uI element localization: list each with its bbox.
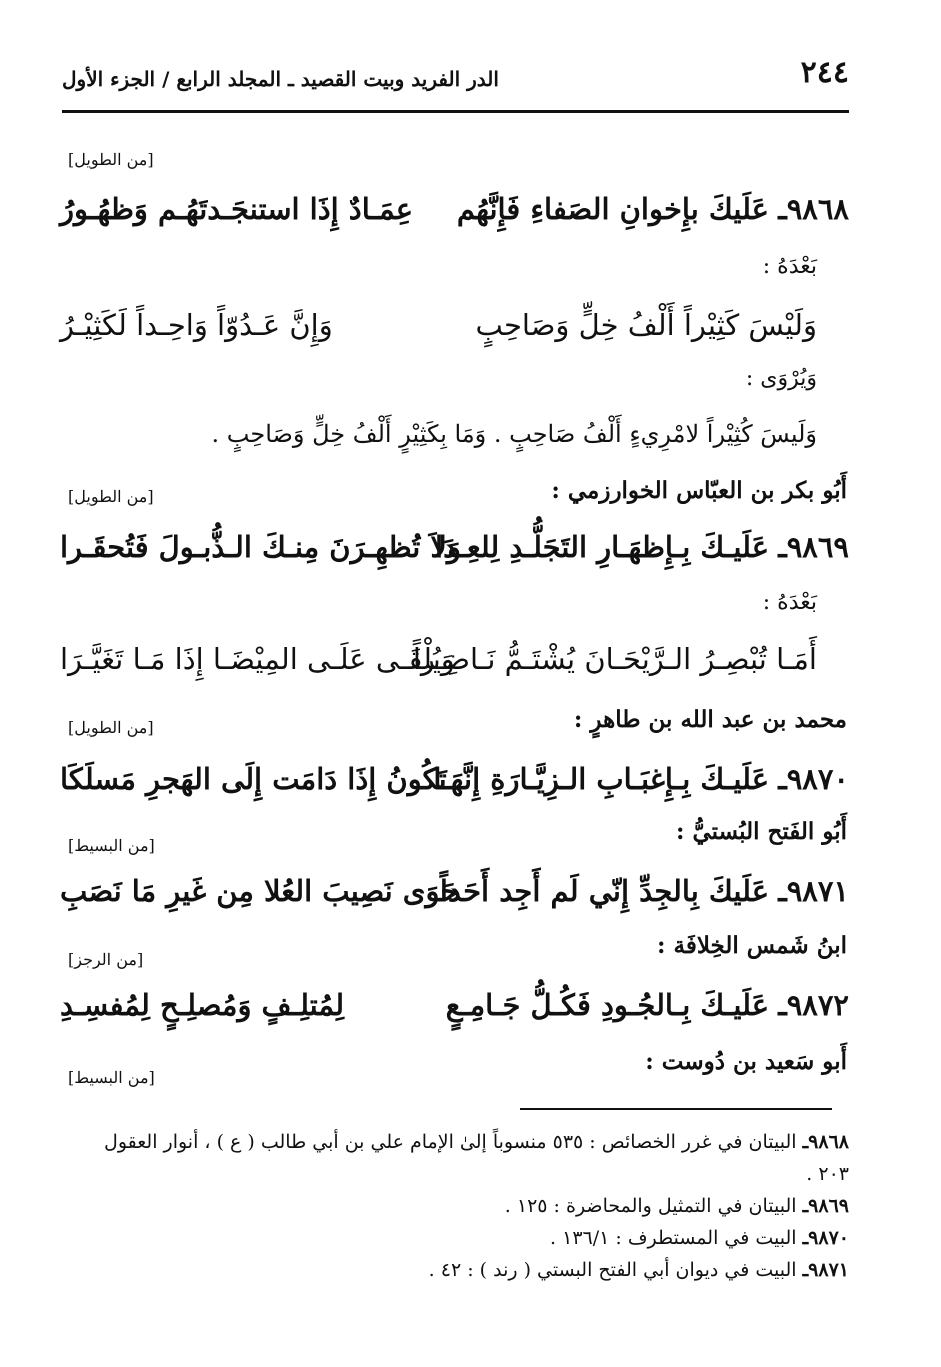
first-hemistich: عَلَيـكَ بِـإِغبَـابِ الـزِيَّـارَةِ إِنَّهَـا [433, 762, 769, 796]
after-label: بَعْدَهُ : [762, 254, 817, 279]
header-rule [62, 110, 849, 113]
first-hemistich: أَمَـا تُبْصِـرُ الـرَّيْحَـانَ يُشْتَـمُّ نَـاضِـراً [412, 642, 817, 676]
poet-name: محمد بن عبد الله بن طاهرٍ : [573, 706, 847, 733]
poet-name: أَبُو الفَتح البُستيُّ : [676, 818, 847, 845]
variant-label: وَيُرْوَى : [745, 366, 817, 391]
meter-label: [من الطويل] [68, 150, 154, 169]
verse-after-9868 [60, 308, 849, 358]
verse-number: ٩٨٧١ـ [778, 874, 849, 908]
first-hemistich: عَلَيكَ بِالجِدِّ إِنّي لَم أَجِد أَحَداً [439, 874, 769, 908]
verse-9869 [60, 530, 849, 580]
footnote [84, 1222, 849, 1254]
verse-number: ٩٨٧٢ـ [778, 988, 849, 1022]
second-hemistich: تَكُونُ إِذَا دَامَت إِلَى الهَجرِ مَسلَكَا [60, 762, 447, 796]
footnote-number: ٩٨٦٩ـ [802, 1195, 849, 1217]
second-hemistich: وَيُلْقَـى عَلَـى المِيْضَـا إِذَا مَـا تَغَيَّـرَا [60, 642, 455, 676]
footnote-rule [520, 1108, 832, 1110]
footnote [84, 1190, 849, 1222]
poet-name: أَبُو بكر بن العبّاس الخوارزمي : [551, 477, 847, 504]
first-hemistich: عَلَيكَ بإِخوانِ الصَفاءِ فَإِنَّهُم [456, 192, 769, 226]
verse-number: ٩٨٦٩ـ [778, 530, 849, 564]
footnote [84, 1254, 849, 1286]
meter-label: [من الرجز] [68, 950, 144, 969]
verse-after-9869 [60, 642, 849, 692]
verse-number: ٩٨٧٠ـ [778, 762, 849, 796]
verse-9872 [60, 988, 849, 1038]
second-hemistich: وَإِنَّ عَـدُوّاً وَاحِـداً لَكَثِيْـرُ [60, 308, 333, 342]
footnote-number: ٩٨٧١ـ [802, 1259, 849, 1281]
verse-9871 [60, 874, 849, 924]
page-header [62, 55, 849, 95]
footnote-text: البيت في المستطرف : ١٣٦/١ . [550, 1227, 797, 1249]
poet-name: ابنُ شَمس الخِلافَة : [657, 932, 847, 959]
second-hemistich: لِمُتلِـفٍ وَمُصلِـحٍ لِمُفسِـدِ [60, 988, 345, 1022]
footnote [84, 1126, 849, 1190]
footnote-text: البيتان في التمثيل والمحاضرة : ١٢٥ . [504, 1195, 797, 1217]
second-hemistich: حَوَى نَصِيبَ العُلا مِن غَيرِ مَا نَصَبِ [60, 874, 459, 908]
footnotes [84, 1126, 849, 1286]
meter-label: [من الطويل] [68, 718, 154, 737]
page-number: ٢٤٤ [800, 55, 849, 90]
second-hemistich: عِمَـادٌ إِذَا استنجَـدتَهُـم وَظهُـورُ [60, 192, 414, 226]
meter-label: [من البسيط] [68, 1068, 155, 1087]
footnote-number: ٩٨٧٠ـ [802, 1227, 849, 1249]
running-title: الدر الفريد وبيت القصيد ـ المجلد الرابع / الجزء الأول [62, 67, 499, 91]
verse-9870 [60, 762, 849, 812]
meter-label: [من البسيط] [68, 836, 155, 855]
footnote-text: البيت في ديوان أبي الفتح البستي ( رند ) : ٤٢ . [428, 1259, 797, 1281]
after-label: بَعْدَهُ : [762, 590, 817, 615]
footnote-text: البيتان في غرر الخصائص : ٥٣٥ منسوباً إلىٰ الإمام علي بن أبي طالب ( ع ) ، أنوار العقول ٢٠٣ . [104, 1131, 849, 1185]
first-hemistich: عَلَيـكَ بِـالجُـودِ فَكُـلُّ جَـامِـعٍ [445, 988, 769, 1022]
meter-label: [من الطويل] [68, 487, 154, 506]
first-hemistich: عَلَيـكَ بِـإِظهَـارِ التَجَلُّـدِ لِلعِـدَا [435, 530, 769, 564]
second-hemistich: وَلاَ تُظهِـرَنَ مِنـكَ الـذُّبـولَ فَتُحقَـرا [60, 530, 461, 564]
verse-9868 [60, 192, 849, 242]
verse-number: ٩٨٦٨ـ [778, 192, 849, 226]
poet-name: أَبو سَعيد بن دُوست : [645, 1048, 847, 1075]
prose-variant: وَلَيسَ كُثِيْراً لامْرِيءٍ أَلْفُ صَاحِبٍ . وَمَا بِكَثِيْرٍ أَلْفُ خِلٍّ وَصَاحِبٍ . [211, 420, 817, 448]
first-hemistich: وَلَيْسَ كَثِيْراً أَلْفُ خِلٍّ وَصَاحِبٍ [475, 308, 817, 342]
footnote-number: ٩٨٦٨ـ [802, 1131, 849, 1153]
